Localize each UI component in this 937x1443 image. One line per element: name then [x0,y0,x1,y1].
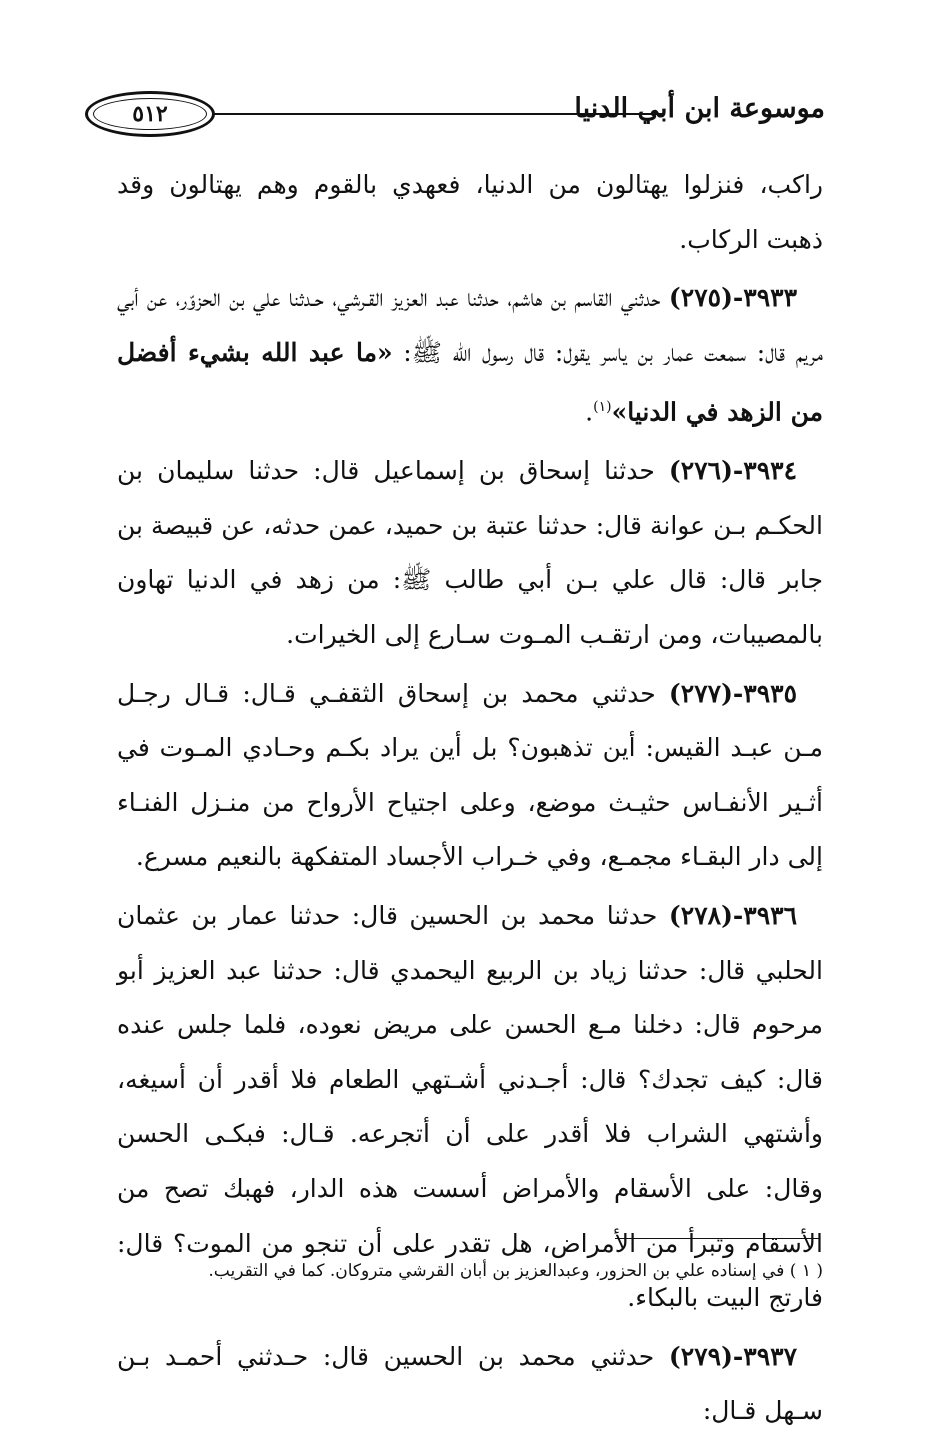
paragraph-tail: . [585,397,594,427]
hadith-paragraph [117,444,823,662]
hadith-number: ٣٩٣٥-(٢٧٧) [668,678,797,708]
footnote-marker[interactable]: (١) [593,399,612,416]
paragraph-text: حدثني محمد بن إسحاق الثقفـي قـال: قـال رجـل مـن عبـد القيس: أين تذهبون؟ بل أين يراد بكـم وحـادي المـوت في أثـير الأنفـاس حثيـث موضع، وعلى اجتياح الأرواح من منـزل الفنـاء إلى دار البقـاء مجمـع، وفي خـراب الأجساد المتفكهة بالنعيم مسرع. [117,678,823,872]
paragraph-text: حدثنا إسحاق بن إسماعيل قال: حدثنا سليمان بن الحكـم بـن عوانة قال: حدثنا عتبة بن حميد، عمن حدثه، عن قبيصة بن جابر قال: قال علي بـن أبي طالب ﷺ: من زهد في الدنيا تهاون بالمصيبات، ومن ارتقـب المـوت سـارع إلى الخيرات. [117,456,823,650]
page-number: ٥١٢ [132,101,168,127]
hadith-number: ٣٩٣٣-(٢٧٥) [668,283,797,313]
paragraph-text: حدثني القاسم بن هاشم، حدثنا عبد العزيز القـرشي، حـدثنا علي بن الحزوّر، عن أبي مريم قال: سمعت عمار بن ياسر يقول: قال رسول الله ﷺ: [117,283,823,367]
footnote-rule [615,1238,820,1239]
paragraph-text: حدثنا محمد بن الحسين قال: حدثنا عمار بن عثمان الحلبي قال: حدثنا زياد بن الربيع اليحمدي قال: حدثنا عبد العزيز أبو مرحوم قال: دخلنا مـع الحسن على مريض نعوده، فلما جلس عنده قال: كيف تجدك؟ قال: أجـدني أشـتهي الطعام فلا أقدر أن أسيغه، وأشتهي الشراب فلا أقدر على أن أتجرعه. قـال: فبكـى الحسن وقال: على الأسقام والأمراض أسست هذه الدار، فهبك تصح من الأسقام وتبرأ من الأمراض، هل تقدر على أن تنجو من الموت؟ قال: فارتج البيت بالبكاء. [117,901,823,1313]
paragraph-continuation [117,158,823,267]
hadith-paragraph [117,1330,823,1439]
hadith-paragraph [117,667,823,885]
page-header [85,85,825,147]
body-text [117,158,823,1443]
running-title: موسوعة ابن أبي الدنيا [574,93,825,124]
hadith-number: ٣٩٣٧-(٢٧٩) [668,1341,797,1371]
hadith-paragraph [117,271,823,440]
paragraph-text: راكب، فنزلوا يهتالون من الدنيا، فعهدي بالقوم وهم يهتالون وقد ذهبت الركاب. [117,170,823,254]
hadith-quote: «ما عبد الله بشيء أفضل من الزهد في الدنيا» [117,337,823,427]
footnote: ( ١ ) في إسناده علي بن الحزور، وعبدالعزيز بن أبان القرشي متروكان. كما في التقريب. [208,1261,823,1281]
page-number-oval [85,91,215,137]
hadith-number: ٣٩٣٤-(٢٧٦) [668,456,797,486]
paragraph-text: حدثني محمد بن الحسين قال: حـدثني أحمـد بـن سـهل قـال: [117,1341,823,1426]
hadith-number: ٣٩٣٦-(٢٧٨) [668,901,797,931]
